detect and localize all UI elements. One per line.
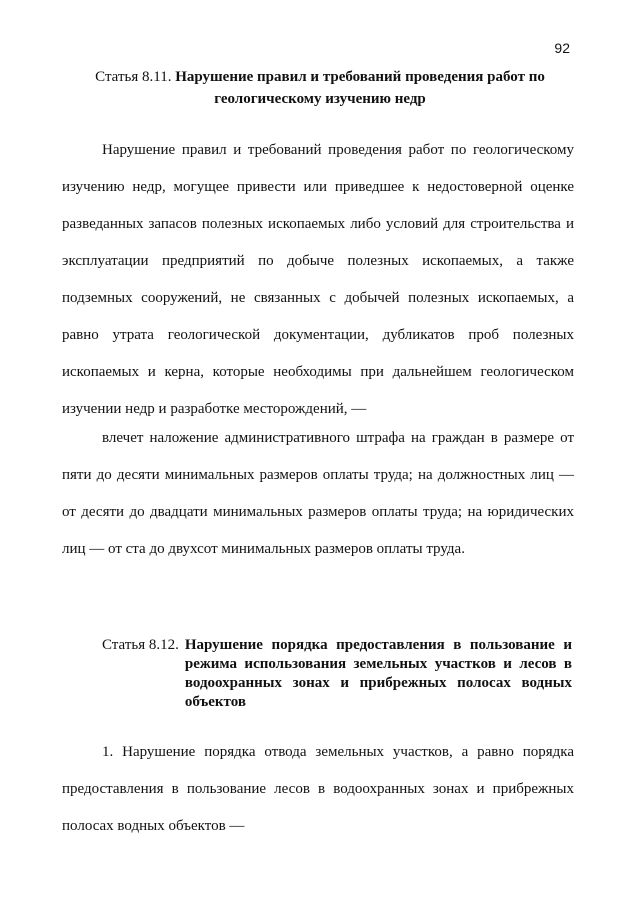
article-heading-8-11 [62,66,578,110]
paragraph-violation: Нарушение правил и требований проведения работ по геологическому изучению недр, могущее привести или приведшее к недостоверной оценке разведанных запасов полезных ископаемых либо условий для строительства и эксплуатации предприятий по добыче полезных ископаемых, а также подземных сооружений, не связанных с добычей полезных ископаемых, а равно утрата геологической документации, дубликатов проб полезных ископаемых и керна, которые необходимы при дальнейшем геологическом изучении недр и разработке месторождений, — [62,142,574,417]
article-label: Статья 8.12. [102,637,179,653]
paragraph-item-1: 1. Нарушение порядка отвода земельных участков, а равно порядка предоставления в пользование лесов в водоохранных зонах и прибрежных полосах водных объектов — [62,744,574,834]
article-label: Статья 8.11. [95,69,172,85]
article-title: Нарушение правил и требований проведения работ по геологическому изучению недр [175,69,545,107]
page-number: 92 [554,40,570,56]
article-heading-8-12 [102,636,572,712]
article-title: Нарушение порядка предоставления в пользование и режима использования земельных участков и лесов в водоохранных зонах и прибрежных полосах водных объектов [184,637,572,710]
paragraph-penalty: влечет наложение административного штрафа на граждан в размере от пяти до десяти минимальных размеров оплаты труда; на должностных лиц — от десяти до двадцати минимальных размеров оплаты труда; на юридических лиц — от ста до двухсот минимальных размеров оплаты труда. [62,430,574,557]
